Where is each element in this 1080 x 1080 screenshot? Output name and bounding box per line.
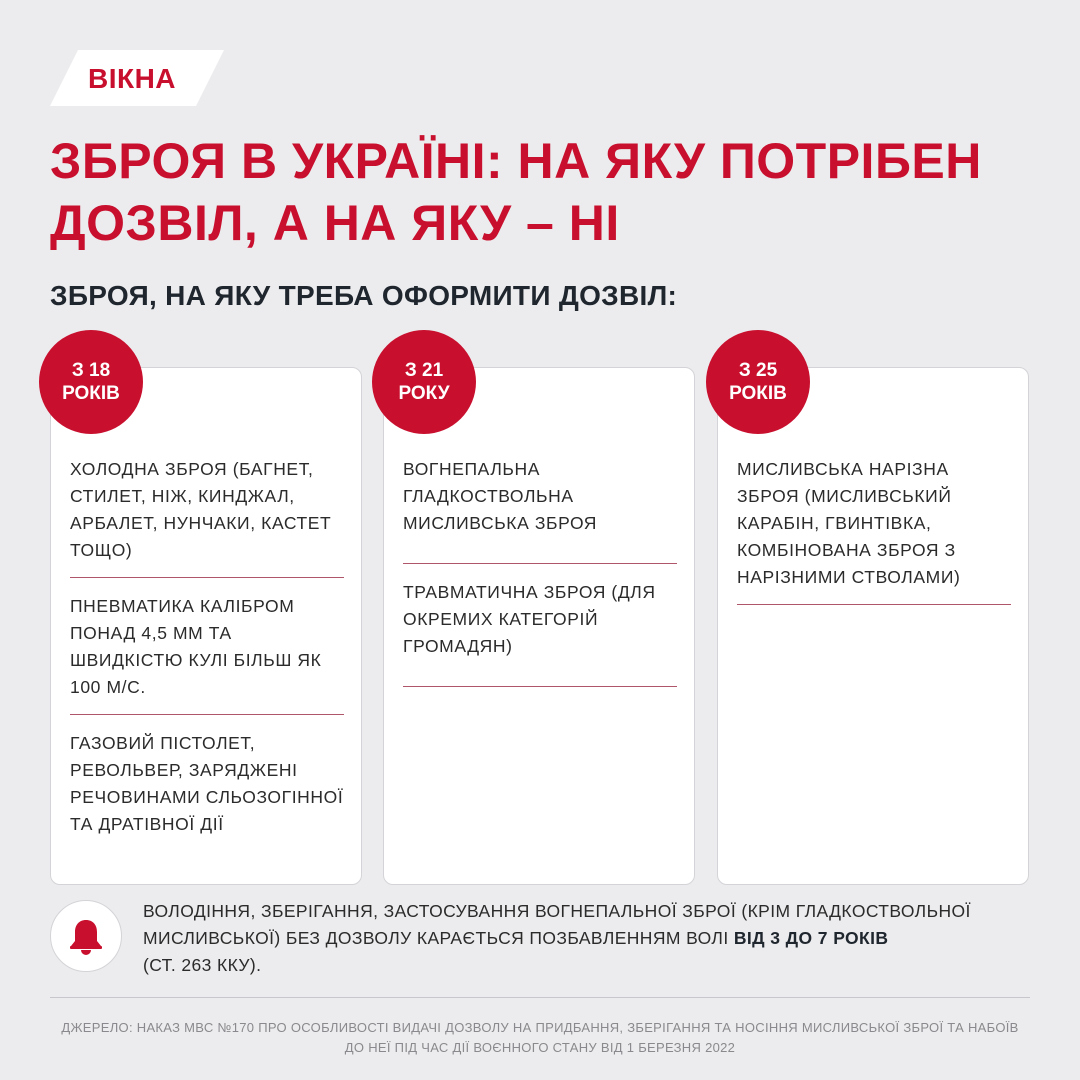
section-subtitle: ЗБРОЯ, НА ЯКУ ТРЕБА ОФОРМИТИ ДОЗВІЛ:	[50, 280, 678, 311]
weapon-item: ВОГНЕПАЛЬНА ГЛАДКОСТВОЛЬНА МИСЛИВСЬКА ЗБРОЯ	[403, 456, 677, 564]
weapon-item: ТРАВМАТИЧНА ЗБРОЯ (ДЛЯ ОКРЕМИХ КАТЕГОРІЙ ГРОМАДЯН)	[403, 579, 677, 687]
page-title: ЗБРОЯ В УКРАЇНІ: НА ЯКУ ПОТРІБЕН ДОЗВІЛ, А НА ЯКУ – НІ	[50, 133, 982, 251]
weapon-item: ПНЕВМАТИКА КАЛІБРОМ ПОНАД 4,5 ММ ТА ШВИДКІСТЮ КУЛІ БІЛЬШ ЯК 100 М/С.	[70, 593, 344, 715]
age-badge-number: З 21	[404, 360, 444, 381]
bell-icon-shape	[66, 916, 106, 956]
weapon-item: ХОЛОДНА ЗБРОЯ (БАГНЕТ, СТИЛЕТ, НІЖ, КИНДЖАЛ, АРБАЛЕТ, НУНЧАКИ, КАСТЕТ ТОЩО)	[70, 456, 344, 578]
penalty-note-text: ВОЛОДІННЯ, ЗБЕРІГАННЯ, ЗАСТОСУВАННЯ ВОГНЕПАЛЬНОЇ ЗБРОЇ (КРІМ ГЛАДКОСТВОЛЬНОЇ МИСЛИВСЬКОЇ) БЕЗ ДОЗВОЛУ КАРАЄТЬСЯ ПОЗБАВЛЕННЯМ ВОЛІ	[143, 901, 971, 948]
divider	[50, 997, 1030, 998]
age-badge-unit: РОКІВ	[62, 383, 120, 404]
weapon-item: МИСЛИВСЬКА НАРІЗНА ЗБРОЯ (МИСЛИВСЬКИЙ КАРАБІН, ГВИНТІВКА, КОМБІНОВАНА ЗБРОЯ З НАРІЗНИМИ СТВОЛАМИ)	[737, 456, 1011, 605]
weapon-list	[403, 456, 677, 702]
bell-icon	[50, 900, 122, 972]
source-note: ДЖЕРЕЛО: НАКАЗ МВС №170 ПРО ОСОБЛИВОСТІ ВИДАЧІ ДОЗВОЛУ НА ПРИДБАННЯ, ЗБЕРІГАННЯ ТА НОСІННЯ МИСЛИВСЬКОЇ ЗБРОЇ ТА НАБОЇВ ДО НЕЇ ПІД ЧАС ДІЇ ВОЄННОГО СТАНУ ВІД 1 БЕРЕЗНЯ 2022	[61, 1020, 1019, 1055]
weapon-item: ГАЗОВИЙ ПІСТОЛЕТ, РЕВОЛЬВЕР, ЗАРЯДЖЕНІ РЕЧОВИНАМИ СЛЬОЗОГІННОЇ ТА ДРАТІВНОЇ ДІЇ	[70, 733, 344, 834]
age-card-21	[383, 367, 695, 885]
age-card-25	[717, 367, 1029, 885]
penalty-term: ВІД 3 ДО 7 РОКІВ	[733, 928, 889, 948]
penalty-note	[143, 898, 1033, 979]
weapon-list	[737, 456, 1011, 620]
age-card-18	[50, 367, 362, 885]
logo	[50, 50, 224, 106]
age-badge-21	[372, 330, 476, 434]
age-badge-unit: РОКІВ	[729, 383, 787, 404]
age-badge-unit: РОКУ	[398, 383, 450, 404]
penalty-article: (СТ. 263 ККУ).	[143, 955, 262, 975]
age-badge-18	[39, 330, 143, 434]
age-badge-number: З 25	[738, 360, 778, 381]
logo-text: ВІКНА	[88, 63, 177, 94]
age-badge-25	[706, 330, 810, 434]
age-badge-number: З 18	[71, 360, 111, 381]
weapon-list	[70, 456, 344, 866]
